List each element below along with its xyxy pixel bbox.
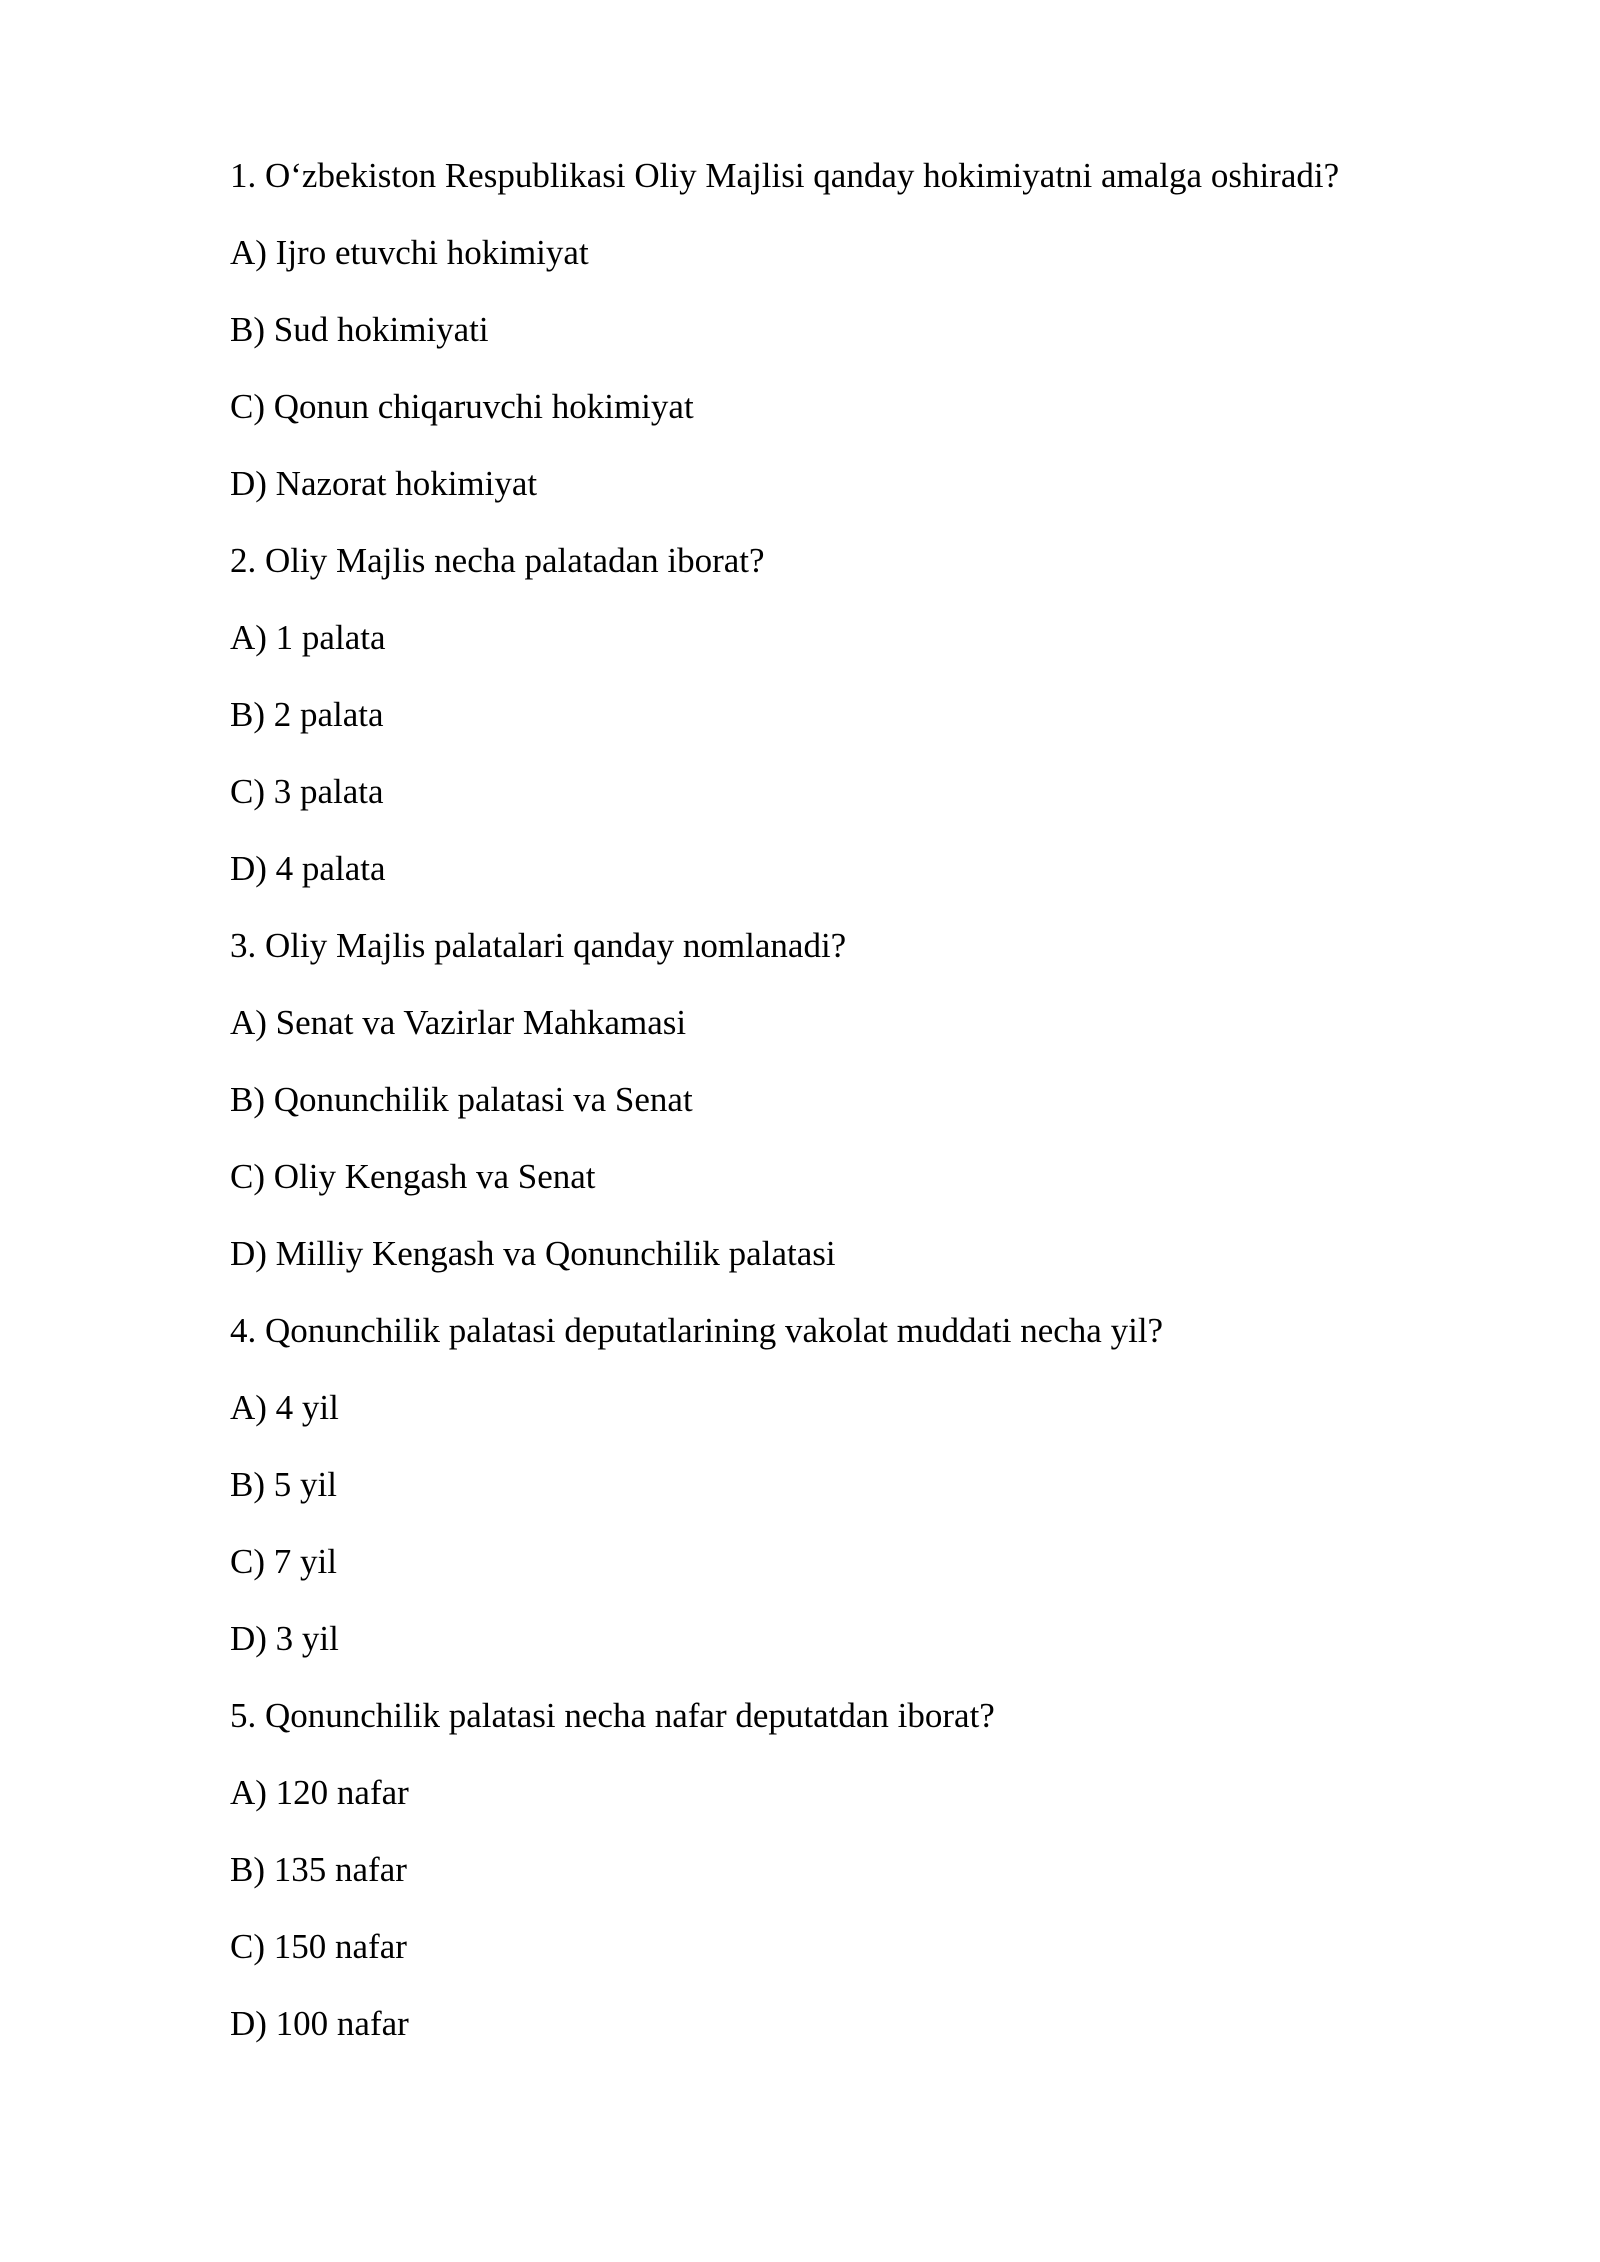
- question-3-option-b: B) Qonunchilik palatasi va Senat: [230, 1080, 693, 1119]
- question-5: 5. Qonunchilik palatasi necha nafar deputatdan iborat?: [230, 1696, 995, 1735]
- question-1-option-c: C) Qonun chiqaruvchi hokimiyat: [230, 387, 694, 426]
- question-4-option-d: D) 3 yil: [230, 1619, 339, 1658]
- question-3: 3. Oliy Majlis palatalari qanday nomlanadi?: [230, 926, 847, 965]
- question-1-option-a: A) Ijro etuvchi hokimiyat: [230, 233, 589, 272]
- question-2-option-d: D) 4 palata: [230, 849, 386, 888]
- quiz-text: [230, 154, 1530, 2079]
- question-1-option-b: B) Sud hokimiyati: [230, 310, 489, 349]
- question-5-option-b: B) 135 nafar: [230, 1850, 407, 1889]
- question-1-option-d: D) Nazorat hokimiyat: [230, 464, 538, 503]
- question-5-option-a: A) 120 nafar: [230, 1773, 409, 1812]
- question-4-option-a: A) 4 yil: [230, 1388, 339, 1427]
- question-4-option-c: C) 7 yil: [230, 1542, 337, 1581]
- question-3-option-c: C) Oliy Kengash va Senat: [230, 1157, 596, 1196]
- question-2-option-a: A) 1 palata: [230, 618, 386, 657]
- question-2-option-c: C) 3 palata: [230, 772, 384, 811]
- question-4-option-b: B) 5 yil: [230, 1465, 337, 1504]
- question-3-option-a: A) Senat va Vazirlar Mahkamasi: [230, 1003, 687, 1042]
- question-1: 1. O‘zbekiston Respublikasi Oliy Majlisi qanday hokimiyatni amalga oshiradi?: [230, 156, 1340, 195]
- question-2: 2. Oliy Majlis necha palatadan iborat?: [230, 541, 765, 580]
- question-3-option-d: D) Milliy Kengash va Qonunchilik palatasi: [230, 1234, 836, 1273]
- question-4: 4. Qonunchilik palatasi deputatlarining vakolat muddati necha yil?: [230, 1311, 1164, 1350]
- question-5-option-d: D) 100 nafar: [230, 2004, 409, 2043]
- question-2-option-b: B) 2 palata: [230, 695, 384, 734]
- question-5-option-c: C) 150 nafar: [230, 1927, 407, 1966]
